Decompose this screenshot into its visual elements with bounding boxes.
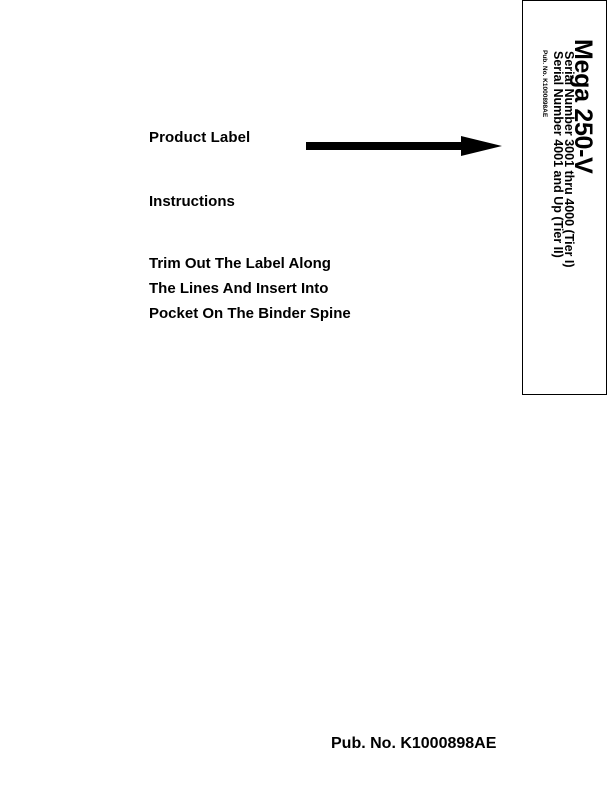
trim-instruction-line-2: The Lines And Insert Into	[149, 280, 329, 297]
trim-instructions	[149, 251, 351, 326]
footer-pub-number: Pub. No. K1000898AE	[331, 735, 497, 752]
spine-label-text-group	[523, 1, 608, 396]
spine-label-serial-line-2: Serial Number 4001 and Up (Tier II)	[551, 51, 565, 258]
trim-instruction-line-3: Pocket On The Binder Spine	[149, 305, 351, 322]
instructions-heading: Instructions	[149, 193, 235, 210]
trim-instruction-line-1: Trim Out The Label Along	[149, 255, 331, 272]
spine-label-serial-line-1: Serial Number 3001 thru 4000 (Tier I)	[562, 51, 576, 268]
arrow-right-icon	[306, 136, 502, 156]
spine-label-box	[522, 0, 607, 395]
product-label-heading: Product Label	[149, 129, 251, 146]
spine-label-pub-number: Pub. No. K1000898AE	[541, 50, 548, 118]
spine-label-title: Mega 250-V	[569, 39, 597, 174]
